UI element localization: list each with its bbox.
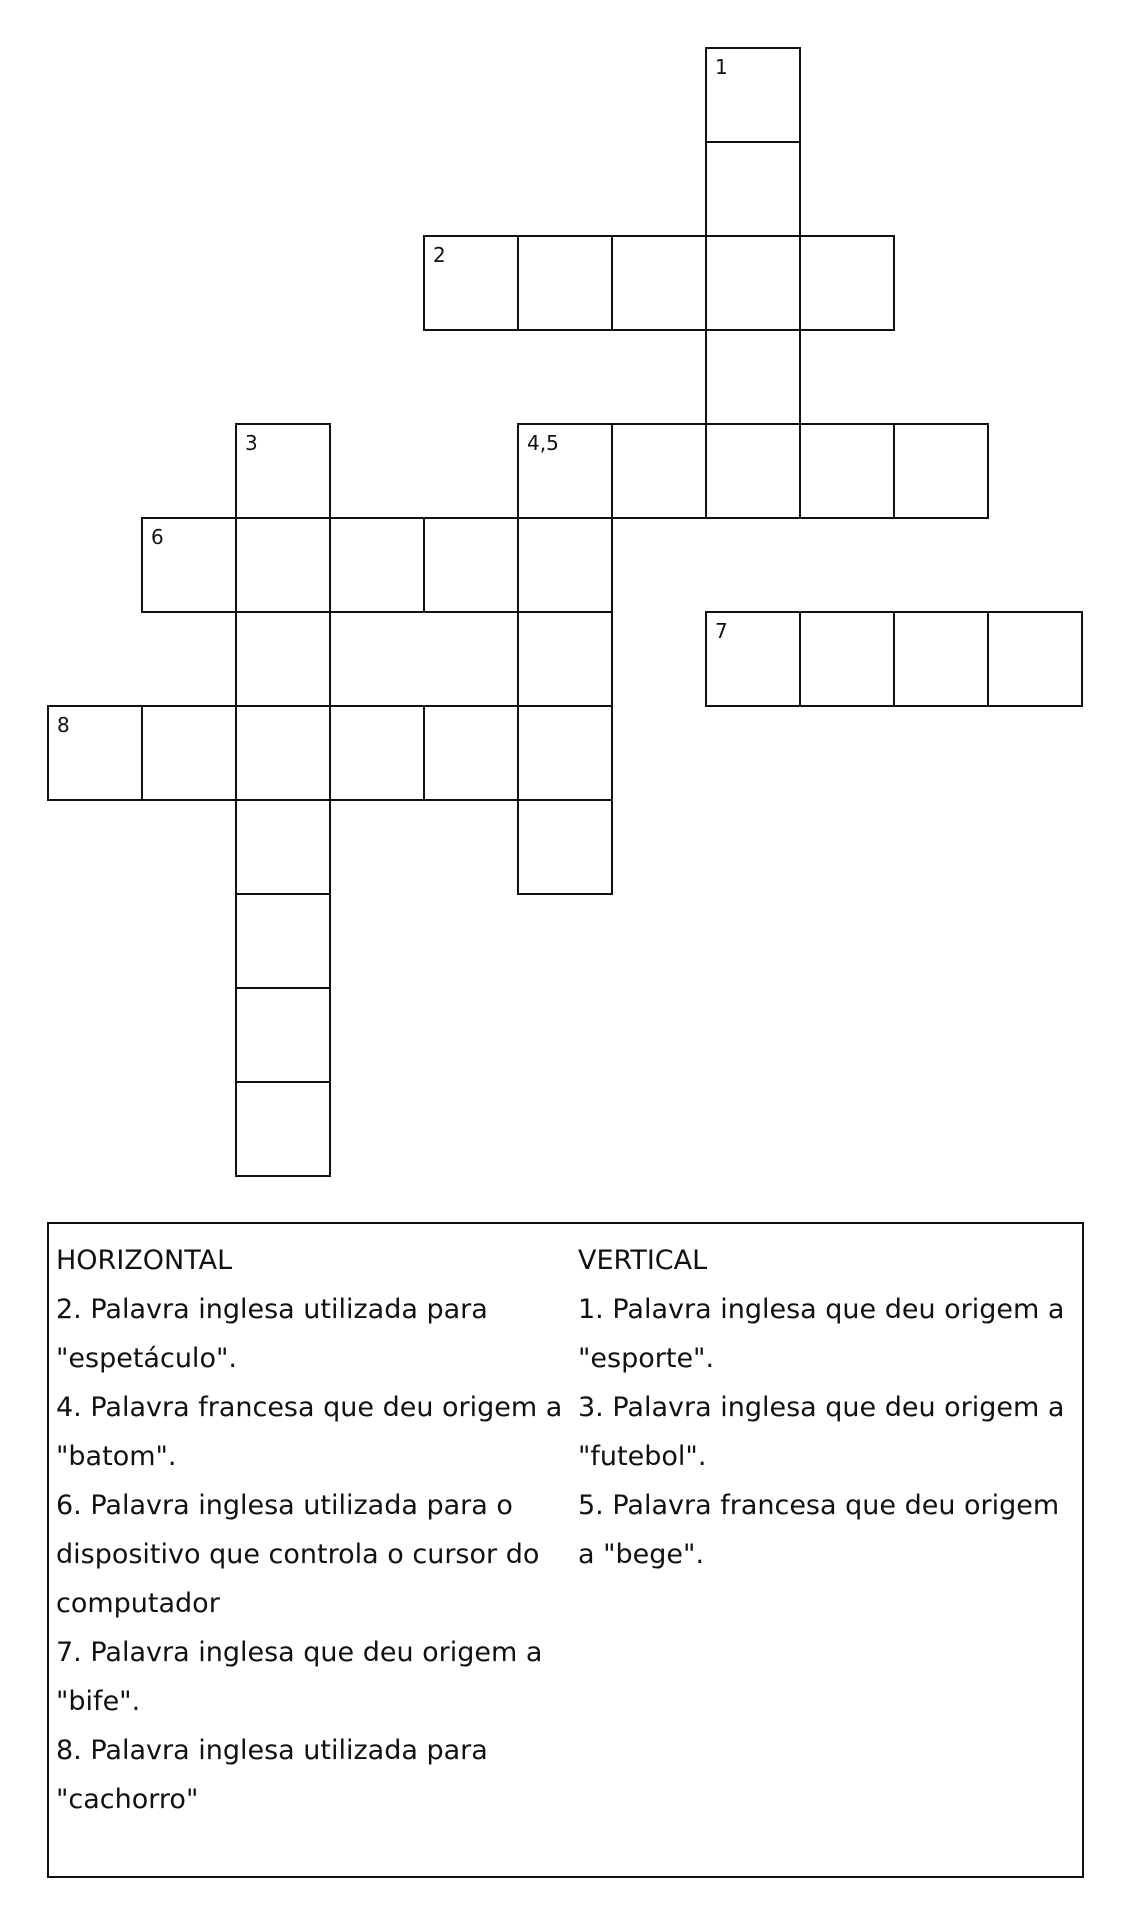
clue-number: 7 xyxy=(715,619,728,643)
clue-number: 3 xyxy=(245,431,258,455)
clue-number: 8 xyxy=(57,713,70,737)
clue-box xyxy=(47,1222,1084,1878)
clue-number: 2 xyxy=(433,243,446,267)
crossword-cell[interactable] xyxy=(141,705,237,801)
crossword-cell[interactable] xyxy=(893,611,989,707)
horizontal-title: HORIZONTAL xyxy=(56,1245,233,1276)
crossword-cell-7[interactable] xyxy=(705,611,801,707)
crossword-cell-2[interactable] xyxy=(423,235,519,331)
crossword-cell[interactable] xyxy=(329,517,425,613)
clue-horizontal-6: 6. Palavra inglesa utilizada para o dispositivo que controla o cursor do computador xyxy=(56,1490,540,1619)
crossword-cell[interactable] xyxy=(235,1081,331,1177)
crossword-cell[interactable] xyxy=(799,235,895,331)
clue-vertical-5: 5. Palavra francesa que deu origem a "bege". xyxy=(578,1490,1060,1570)
crossword-cell-3[interactable] xyxy=(235,423,331,519)
crossword-cell[interactable] xyxy=(329,705,425,801)
clue-vertical-3: 3. Palavra inglesa que deu origem a "futebol". xyxy=(578,1392,1065,1472)
crossword-cell[interactable] xyxy=(517,611,613,707)
crossword-cell[interactable] xyxy=(517,799,613,895)
crossword-cell[interactable] xyxy=(611,235,707,331)
clue-horizontal-2: 2. Palavra inglesa utilizada para "espetáculo". xyxy=(56,1294,488,1374)
crossword-cell[interactable] xyxy=(893,423,989,519)
crossword-cell[interactable] xyxy=(611,423,707,519)
clue-number: 4,5 xyxy=(527,431,559,455)
crossword-cell[interactable] xyxy=(235,517,331,613)
crossword-cell[interactable] xyxy=(423,705,519,801)
clue-number: 6 xyxy=(151,525,164,549)
crossword-cell[interactable] xyxy=(705,235,801,331)
crossword-cell[interactable] xyxy=(517,235,613,331)
clue-number: 1 xyxy=(715,55,728,79)
crossword-cell[interactable] xyxy=(235,611,331,707)
crossword-cell-6[interactable] xyxy=(141,517,237,613)
crossword-cell[interactable] xyxy=(235,799,331,895)
horizontal-clues xyxy=(56,1236,568,1824)
crossword-cell[interactable] xyxy=(235,705,331,801)
crossword-cell[interactable] xyxy=(517,705,613,801)
crossword-cell[interactable] xyxy=(705,329,801,425)
vertical-title: VERTICAL xyxy=(578,1245,708,1276)
crossword-cell[interactable] xyxy=(799,611,895,707)
crossword-cell[interactable] xyxy=(235,893,331,989)
crossword-cell[interactable] xyxy=(705,141,801,237)
clue-vertical-1: 1. Palavra inglesa que deu origem a "esporte". xyxy=(578,1294,1065,1374)
crossword-cell-1[interactable] xyxy=(705,47,801,143)
crossword-cell[interactable] xyxy=(235,987,331,1083)
crossword-cell-8[interactable] xyxy=(47,705,143,801)
clue-horizontal-4: 4. Palavra francesa que deu origem a "batom". xyxy=(56,1392,563,1472)
crossword-cell[interactable] xyxy=(987,611,1083,707)
crossword-cell-4-5[interactable] xyxy=(517,423,613,519)
clue-horizontal-7: 7. Palavra inglesa que deu origem a "bife". xyxy=(56,1637,543,1717)
crossword-cell[interactable] xyxy=(705,423,801,519)
crossword-cell[interactable] xyxy=(423,517,519,613)
vertical-clues xyxy=(578,1236,1078,1579)
crossword-cell[interactable] xyxy=(517,517,613,613)
crossword-cell[interactable] xyxy=(799,423,895,519)
clue-horizontal-8: 8. Palavra inglesa utilizada para "cachorro" xyxy=(56,1735,488,1815)
